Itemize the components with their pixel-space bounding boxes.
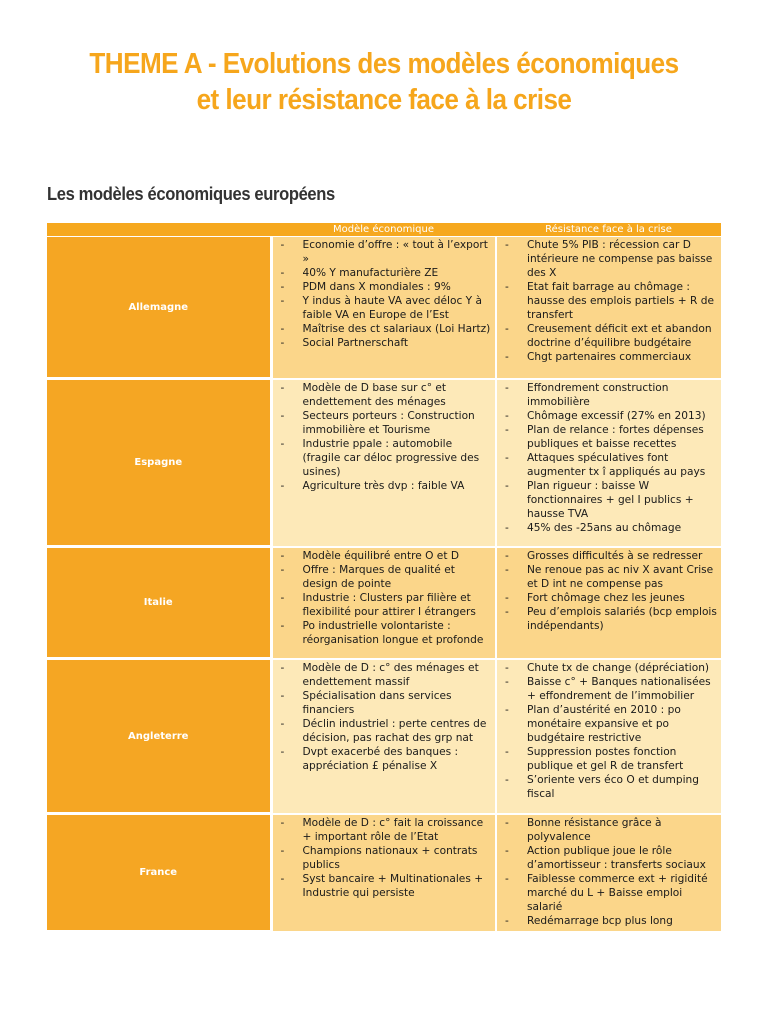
resistance-cell [496, 814, 721, 932]
table-body [47, 237, 721, 932]
resistance-list [499, 549, 719, 633]
list-item: - Industrie ppale : automobile (fragile car déloc progressive des usines) [275, 437, 494, 479]
header-blank [47, 223, 271, 237]
resistance-list [499, 381, 719, 535]
country-cell: France [47, 814, 271, 932]
table-header-row [47, 223, 721, 237]
resistance-cell [496, 237, 721, 379]
list-item: - Industrie : Clusters par filière et flexibilité pour attirer I étrangers [275, 591, 494, 619]
list-item: - Social Partnerschaft [275, 336, 494, 350]
list-item: - Chgt partenaires commerciaux [499, 350, 719, 364]
table-row [47, 547, 721, 659]
header-model: Modèle économique [271, 223, 496, 237]
list-item: - PDM dans X mondiales : 9% [275, 280, 494, 294]
list-item: - Chute tx de change (dépréciation) [499, 661, 719, 675]
list-item: - Po industrielle volontariste : réorganisation longue et profonde [275, 619, 494, 647]
list-item: - Offre : Marques de qualité et design de pointe [275, 563, 494, 591]
resistance-list [499, 238, 719, 364]
list-item: - Peu d’emplois salariés (bcp emplois indépendants) [499, 605, 719, 633]
model-list [275, 381, 494, 493]
resistance-cell [496, 659, 721, 814]
list-item: - Economie d’offre : « tout à l’export » [275, 238, 494, 266]
header-resistance: Résistance face à la crise [496, 223, 721, 237]
model-cell [271, 814, 496, 932]
list-item: - Plan de relance : fortes dépenses publiques et baisse recettes [499, 423, 719, 451]
list-item: - Plan d’austérité en 2010 : po monétaire expansive et po budgétaire restrictive [499, 703, 719, 745]
page-title [38, 46, 729, 118]
resistance-cell [496, 547, 721, 659]
model-list [275, 816, 494, 900]
resistance-list [499, 661, 719, 801]
list-item: - Fort chômage chez les jeunes [499, 591, 719, 605]
models-table [47, 223, 721, 933]
list-item: - Ne renoue pas ac niv X avant Crise et D int ne compense pas [499, 563, 719, 591]
title-line-1: THEME A - Evolutions des modèles économiques [89, 48, 679, 80]
model-cell [271, 659, 496, 814]
table-row [47, 379, 721, 547]
list-item: - Agriculture très dvp : faible VA [275, 479, 494, 493]
table-row [47, 659, 721, 814]
list-item: - Y indus à haute VA avec déloc Y à faible VA en Europe de l’Est [275, 294, 494, 322]
list-item: - Maîtrise des ct salariaux (Loi Hartz) [275, 322, 494, 336]
list-item: - Modèle de D : c° fait la croissance + important rôle de l’Etat [275, 816, 494, 844]
list-item: - Syst bancaire + Multinationales + Industrie qui persiste [275, 872, 494, 900]
model-list [275, 549, 494, 647]
country-cell: Angleterre [47, 659, 271, 814]
list-item: - Bonne résistance grâce à polyvalence [499, 816, 719, 844]
list-item: - Modèle de D base sur c° et endettement des ménages [275, 381, 494, 409]
table-row [47, 814, 721, 932]
list-item: - Action publique joue le rôle d’amortisseur : transferts sociaux [499, 844, 719, 872]
list-item: - Modèle de D : c° des ménages et endettement massif [275, 661, 494, 689]
table-row [47, 237, 721, 379]
model-cell [271, 379, 496, 547]
list-item: - Secteurs porteurs : Construction immobilière et Tourisme [275, 409, 494, 437]
list-item: - 45% des -25ans au chômage [499, 521, 719, 535]
model-cell [271, 237, 496, 379]
list-item: - Champions nationaux + contrats publics [275, 844, 494, 872]
country-cell: Allemagne [47, 237, 271, 379]
list-item: - Grosses difficultés à se redresser [499, 549, 719, 563]
list-item: - Redémarrage bcp plus long [499, 914, 719, 928]
resistance-list [499, 816, 719, 928]
country-cell: Espagne [47, 379, 271, 547]
list-item: - Spécialisation dans services financiers [275, 689, 494, 717]
list-item: - Déclin industriel : perte centres de décision, pas rachat des grp nat [275, 717, 494, 745]
model-list [275, 661, 494, 773]
list-item: - S’oriente vers éco O et dumping fiscal [499, 773, 719, 801]
list-item: - Chute 5% PIB : récession car D intérieure ne compense pas baisse des X [499, 238, 719, 280]
resistance-cell [496, 379, 721, 547]
list-item: - Dvpt exacerbé des banques : appréciation £ pénalise X [275, 745, 494, 773]
list-item: - Creusement déficit ext et abandon doctrine d’équilibre budgétaire [499, 322, 719, 350]
title-line-2: et leur résistance face à la crise [196, 84, 572, 116]
list-item: - Baisse c° + Banques nationalisées + effondrement de l’immobilier [499, 675, 719, 703]
list-item: - 40% Y manufacturière ZE [275, 266, 494, 280]
list-item: - Chômage excessif (27% en 2013) [499, 409, 719, 423]
list-item: - Etat fait barrage au chômage : hausse des emplois partiels + R de transfert [499, 280, 719, 322]
list-item: - Suppression postes fonction publique et gel R de transfert [499, 745, 719, 773]
model-cell [271, 547, 496, 659]
list-item: - Modèle équilibré entre O et D [275, 549, 494, 563]
list-item: - Effondrement construction immobilière [499, 381, 719, 409]
country-cell: Italie [47, 547, 271, 659]
list-item: - Faiblesse commerce ext + rigidité marché du L + Baisse emploi salarié [499, 872, 719, 914]
list-item: - Attaques spéculatives font augmenter tx î appliqués au pays [499, 451, 719, 479]
section-subtitle: Les modèles économiques européens [47, 184, 335, 204]
model-list [275, 238, 494, 350]
list-item: - Plan rigueur : baisse W fonctionnaires + gel I publics + hausse TVA [499, 479, 719, 521]
